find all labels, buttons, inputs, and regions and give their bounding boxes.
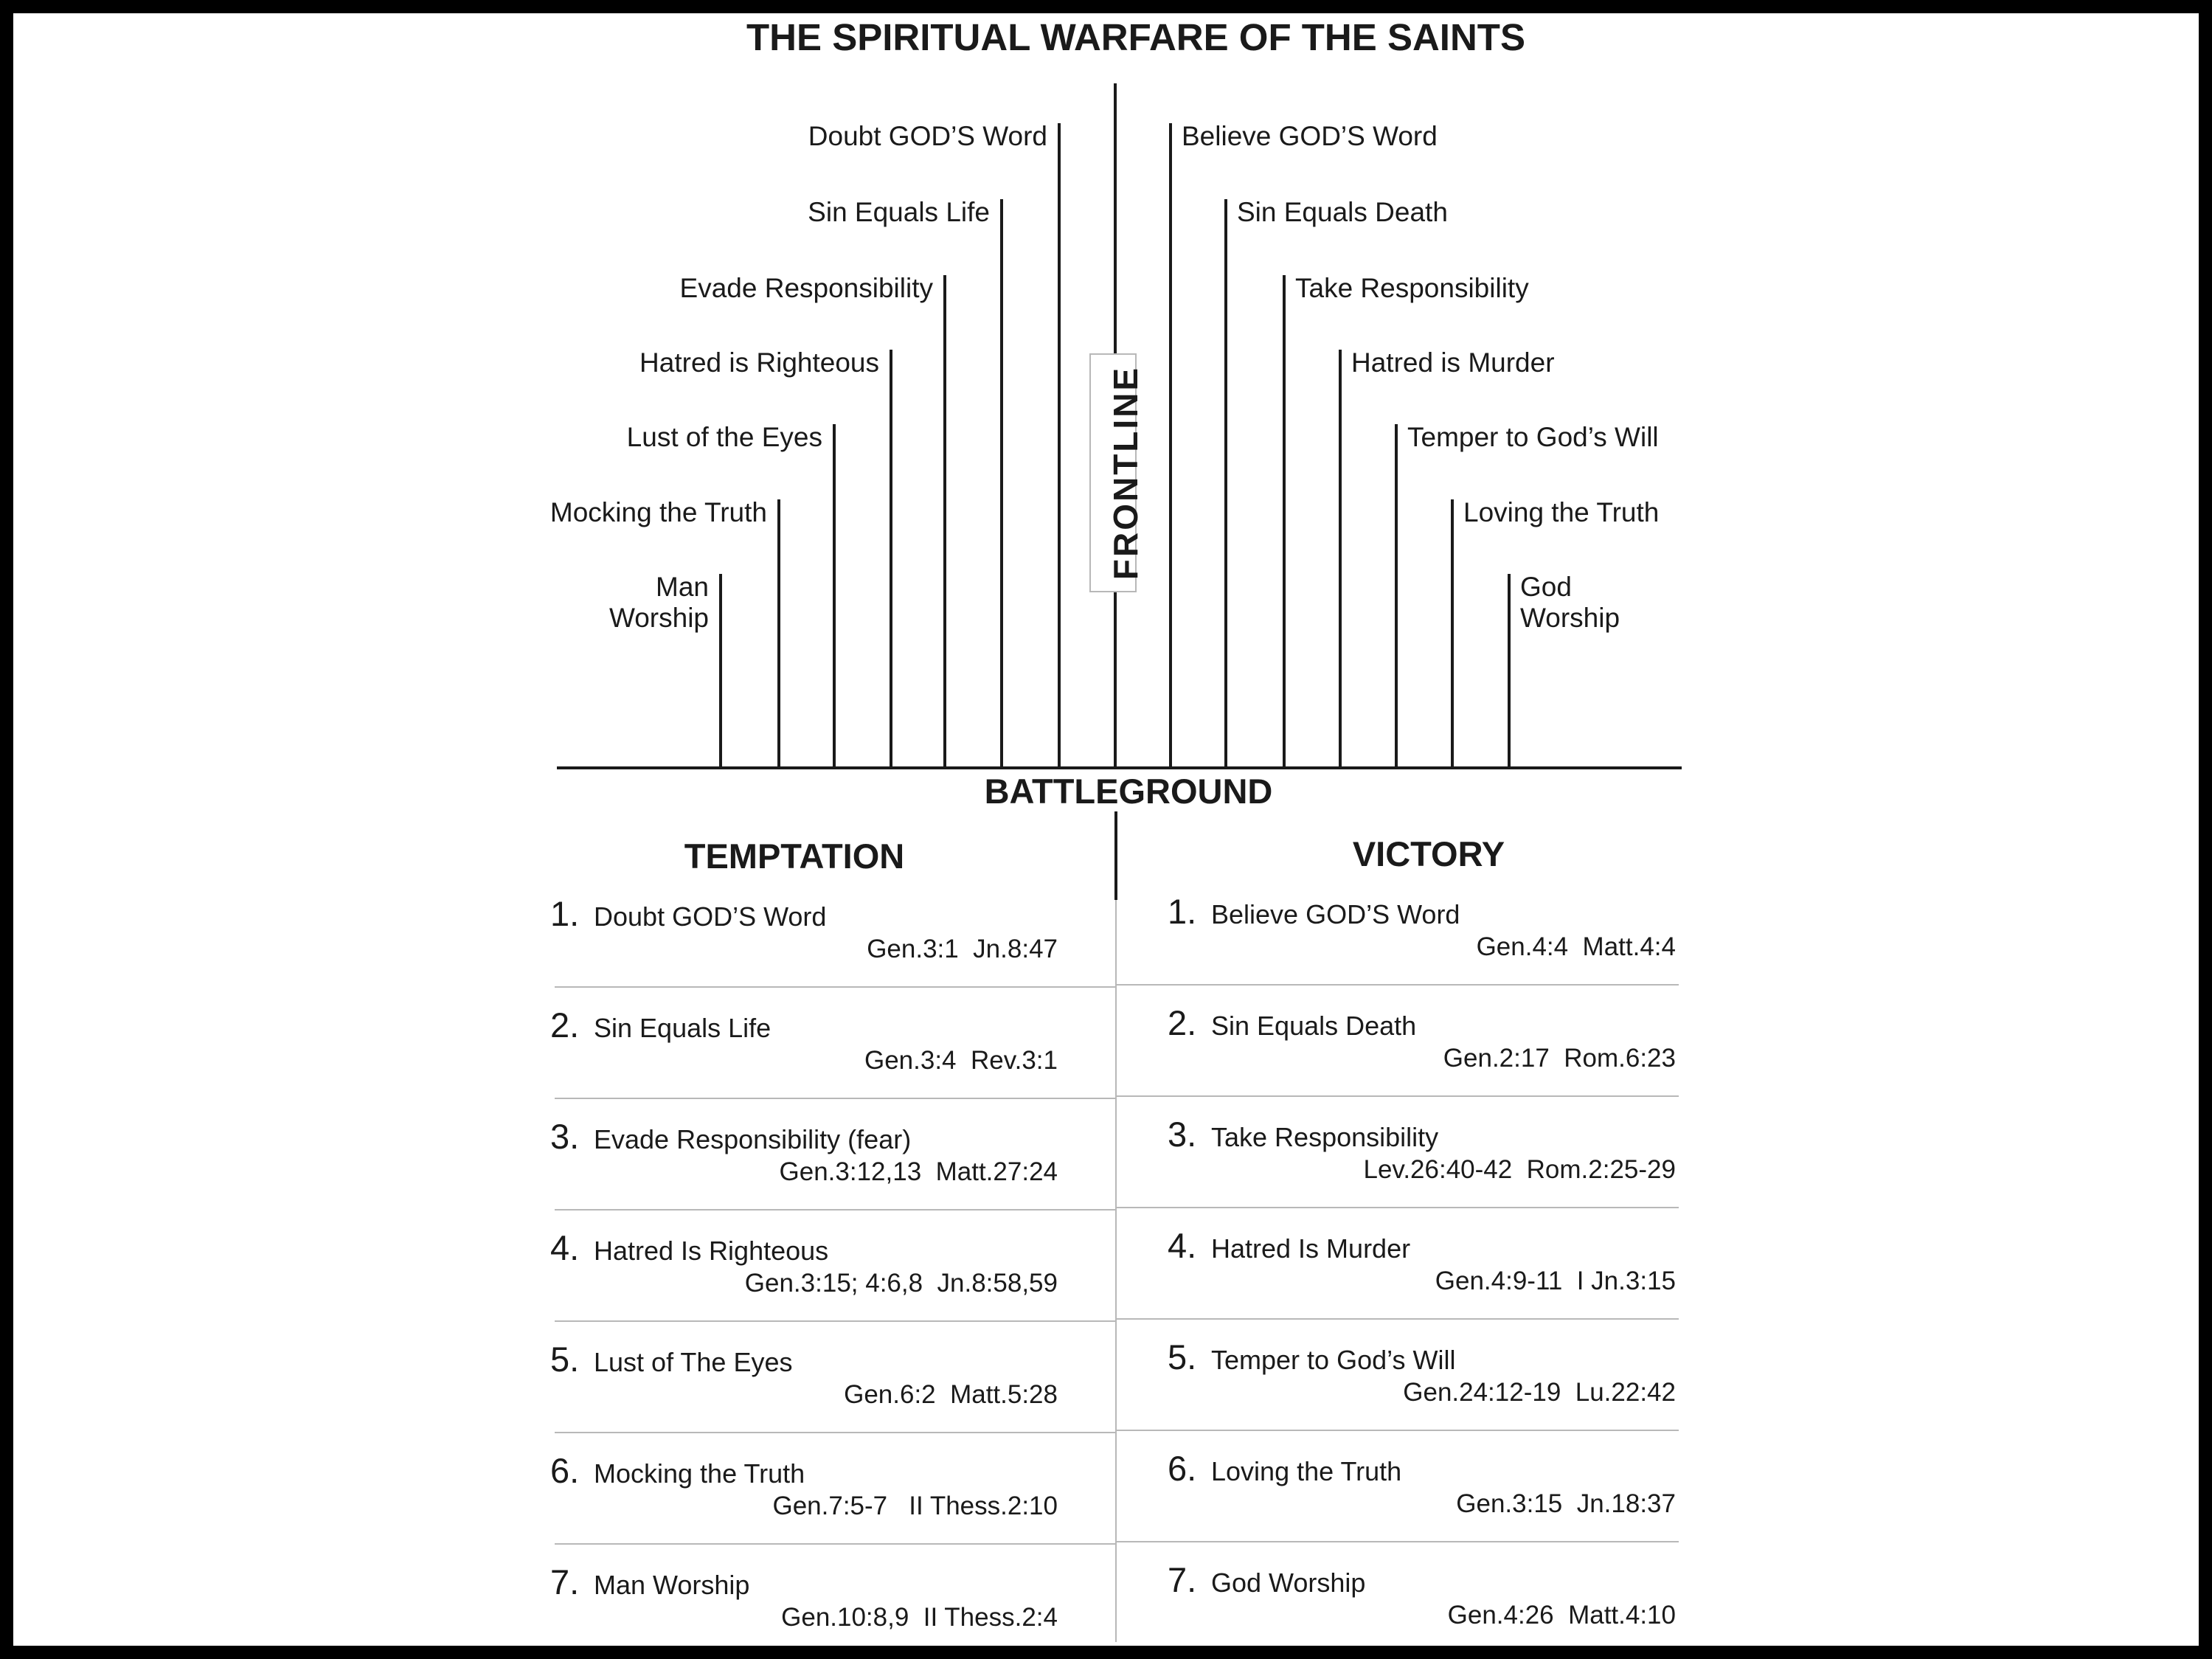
right-bar-label-6: Loving the Truth [1463,497,1660,527]
temptation-item-refs: Gen.6:2 Matt.5:28 [844,1380,1058,1409]
right-bar-label-3: Take Responsibility [1295,273,1529,303]
victory-item-refs: Gen.4:26 Matt.4:10 [1447,1601,1676,1629]
victory-item-label: Take Responsibility [1211,1122,1439,1152]
victory-item-label: Sin Equals Death [1211,1011,1417,1041]
temptation-item-refs: Gen.10:8,9 II Thess.2:4 [781,1603,1058,1632]
temptation-item-number: 6. [550,1451,580,1490]
left-bar-label-6: Mocking the Truth [549,497,767,527]
victory-heading: VICTORY [1352,834,1505,873]
victory-item-number: 3. [1168,1115,1197,1154]
left-bar-label-4: Hatred is Righteous [639,347,879,378]
temptation-item-number: 7. [550,1562,580,1601]
victory-item-label: Hatred Is Murder [1211,1233,1411,1264]
temptation-item-number: 3. [550,1117,580,1156]
right-bar-label-4: Hatred is Murder [1351,347,1555,378]
temptation-item-label: Hatred Is Righteous [594,1236,829,1266]
temptation-item-number: 1. [550,894,580,933]
victory-item-label: Temper to God’s Will [1211,1345,1456,1375]
left-bar-label-3: Evade Responsibility [679,273,933,303]
victory-item-number: 4. [1168,1226,1197,1265]
temptation-item-number: 5. [550,1340,580,1379]
victory-item-refs: Gen.24:12-19 Lu.22:42 [1403,1378,1676,1407]
left-bar-label-5: Lust of the Eyes [626,422,822,452]
temptation-item-label: Lust of The Eyes [594,1347,793,1377]
diagram-title: THE SPIRITUAL WARFARE OF THE SAINTS [746,16,1525,58]
page-background [13,13,2199,1646]
temptation-item-refs: Gen.3:4 Rev.3:1 [864,1046,1058,1075]
right-bar-label-1: Believe GOD’S Word [1182,121,1438,151]
temptation-heading: TEMPTATION [684,837,905,876]
temptation-item-number: 4. [550,1228,580,1267]
temptation-item-label: Man Worship [594,1570,750,1600]
temptation-item-label: Mocking the Truth [594,1458,805,1489]
left-bar-label-7: Man [656,572,709,602]
victory-item-refs: Gen.2:17 Rom.6:23 [1443,1044,1676,1073]
victory-item-refs: Gen.4:9-11 I Jn.3:15 [1435,1267,1676,1295]
right-bar-label-7: Worship [1520,603,1620,633]
temptation-item-label: Doubt GOD’S Word [594,901,827,932]
temptation-item-refs: Gen.3:12,13 Matt.27:24 [779,1157,1058,1186]
right-bar-label-7: God [1520,572,1572,602]
victory-item-label: Believe GOD’S Word [1211,899,1460,929]
victory-item-label: Loving the Truth [1211,1456,1402,1486]
temptation-item-label: Sin Equals Life [594,1013,772,1043]
victory-item-label: God Worship [1211,1568,1366,1598]
left-bar-label-7: Worship [609,603,709,633]
temptation-item-refs: Gen.7:5-7 II Thess.2:10 [772,1492,1058,1520]
temptation-item-refs: Gen.3:1 Jn.8:47 [867,935,1058,963]
frontline-label: FRONTLINE [1106,365,1145,581]
temptation-item-refs: Gen.3:15; 4:6,8 Jn.8:58,59 [744,1269,1058,1298]
victory-item-number: 2. [1168,1003,1197,1042]
victory-item-number: 5. [1168,1337,1197,1376]
right-bar-label-2: Sin Equals Death [1237,197,1448,227]
victory-item-refs: Lev.26:40-42 Rom.2:25-29 [1363,1155,1676,1184]
victory-item-number: 7. [1168,1560,1197,1599]
left-bar-label-1: Doubt GOD’S Word [808,121,1047,151]
temptation-item-label: Evade Responsibility (fear) [594,1124,912,1154]
victory-item-refs: Gen.3:15 Jn.18:37 [1456,1489,1676,1518]
right-bar-label-5: Temper to God’s Will [1407,422,1659,452]
left-bar-label-2: Sin Equals Life [808,197,990,227]
temptation-item-number: 2. [550,1005,580,1045]
battleground-label: BATTLEGROUND [984,772,1273,811]
victory-item-refs: Gen.4:4 Matt.4:4 [1476,932,1676,961]
victory-item-number: 6. [1168,1449,1197,1488]
victory-item-number: 1. [1168,892,1197,931]
